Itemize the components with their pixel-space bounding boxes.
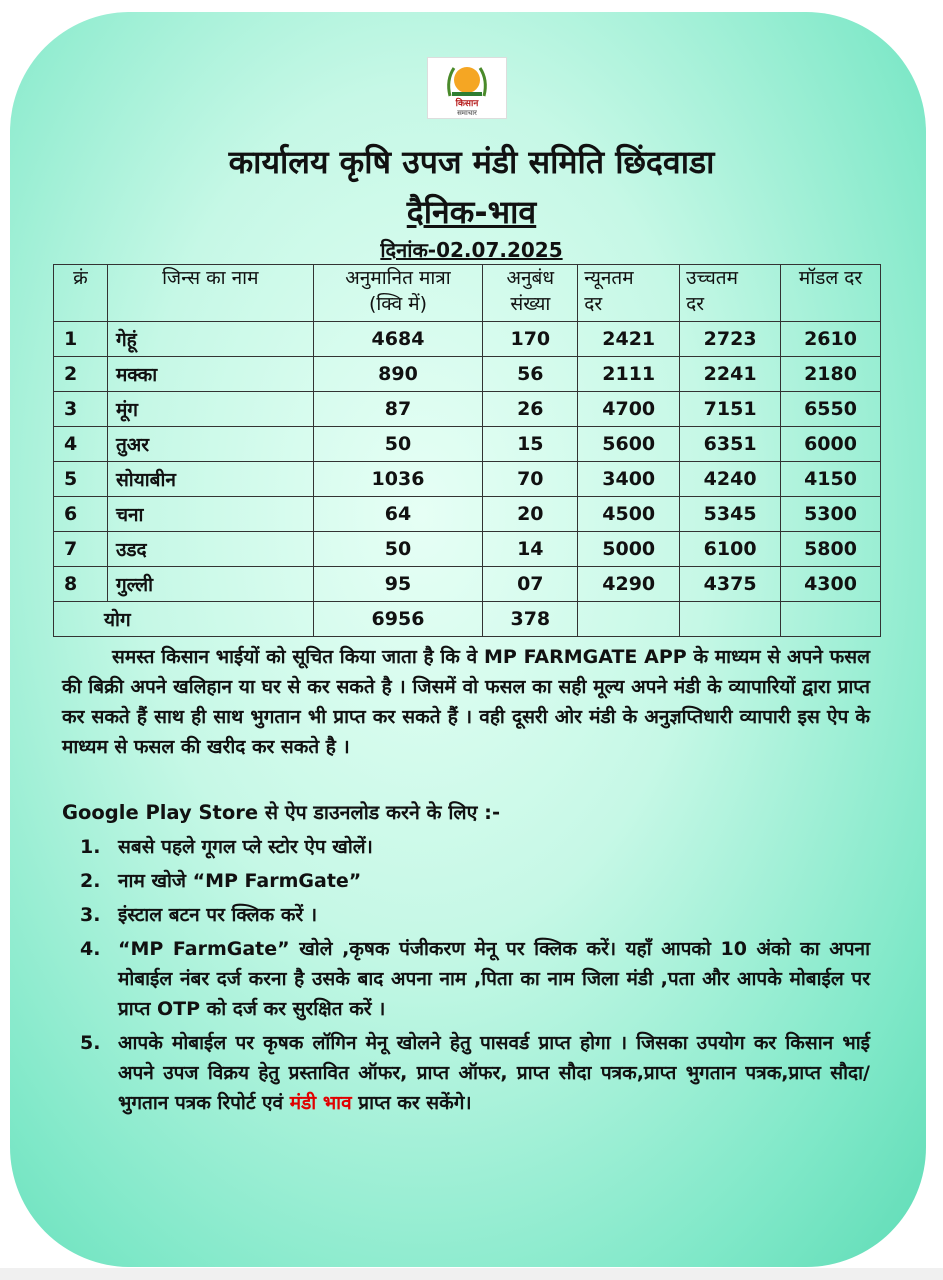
table-cell: 4300 — [781, 567, 881, 602]
table-cell: 4240 — [680, 462, 781, 497]
table-cell: 4150 — [781, 462, 881, 497]
table-cell: योग — [54, 602, 314, 637]
mandi-bhav-highlight: मंडी भाव — [289, 1092, 352, 1114]
header-min-rate: न्यूनतम दर — [578, 265, 680, 322]
table-total-row — [54, 602, 881, 637]
kisan-samachar-logo — [427, 57, 507, 119]
table-cell: 6956 — [313, 602, 483, 637]
list-item: 5. आपके मोबाईल पर कृषक लॉगिन मेनू खोलने हेतु पासवर्ड प्राप्त होगा । जिसका उपयोग कर किसान भाई अपने उपज विक्रय हेतु प्रस्तावित ऑफर, प्राप्त ऑफर, प्राप्त सौदा पत्रक,प्राप्त भुगतान पत्रक,प्राप्त सौदा/भुगतान पत्रक रिपोर्ट एवं मंडी भाव प्राप्त कर सकेंगे। — [80, 1032, 870, 1114]
table-row — [54, 567, 881, 602]
table-cell: 1 — [54, 322, 108, 357]
table-cell: मक्का — [107, 357, 313, 392]
table-cell: 07 — [483, 567, 578, 602]
list-item: 2. नाम खोजे “MP FarmGate” — [80, 870, 362, 892]
header-modal-rate: मॉडल दर — [781, 265, 881, 322]
bottom-strip — [0, 1268, 943, 1280]
table-cell: 4500 — [578, 497, 680, 532]
install-steps — [80, 832, 870, 1122]
table-cell: 3400 — [578, 462, 680, 497]
date-label: दिनांक-02.07.2025 — [380, 238, 563, 262]
table-cell: 2 — [54, 357, 108, 392]
table-cell: 8 — [54, 567, 108, 602]
farmgate-notice: समस्त किसान भाईयों को सूचित किया जाता है कि वे MP FARMGATE APP के माध्यम से अपने फसल की बिक्री अपने खलिहान या घर से कर सकते है । जिसमें वो फसल का सही मूल्य अपने मंडी के व्यापारियों द्वारा प्राप्त कर सकते हैं साथ ही साथ भुगतान भी प्राप्त कर सकते हैं । वही दूसरी ओर मंडी के अनुज्ञप्तिधारी व्यापारी इस ऐप के माध्यम से फसल की खरीद कर सकते है । — [62, 646, 870, 758]
table-cell: 6550 — [781, 392, 881, 427]
table-cell: 50 — [313, 427, 483, 462]
table-cell: 5800 — [781, 532, 881, 567]
table-cell: 70 — [483, 462, 578, 497]
table-cell: 4 — [54, 427, 108, 462]
table-cell — [781, 602, 881, 637]
table-cell: 26 — [483, 392, 578, 427]
table-cell: 2241 — [680, 357, 781, 392]
table-row — [54, 497, 881, 532]
logo-text-top: किसान — [455, 99, 479, 109]
table-cell: 5345 — [680, 497, 781, 532]
table-cell — [578, 602, 680, 637]
table-cell: 6000 — [781, 427, 881, 462]
table-cell: 14 — [483, 532, 578, 567]
table-cell: 4375 — [680, 567, 781, 602]
table-cell: 890 — [313, 357, 483, 392]
logo-text-bottom: समाचार — [457, 109, 477, 117]
google-play-heading: Google Play Store से ऐप डाउनलोड करने के लिए :- — [62, 801, 501, 824]
header-max-rate: उच्चतम दर — [680, 265, 781, 322]
header-contracts: अनुबंध संख्या — [483, 265, 578, 322]
table-cell: 2421 — [578, 322, 680, 357]
table-cell: 7151 — [680, 392, 781, 427]
table-cell: 20 — [483, 497, 578, 532]
table-cell: चना — [107, 497, 313, 532]
table-cell: 50 — [313, 532, 483, 567]
table-cell: मूंग — [107, 392, 313, 427]
table-row — [54, 532, 881, 567]
list-item: 3. इंस्टाल बटन पर क्लिक करें । — [80, 904, 318, 926]
table-cell: तुअर — [107, 427, 313, 462]
table-cell: 15 — [483, 427, 578, 462]
table-row — [54, 322, 881, 357]
table-cell: 378 — [483, 602, 578, 637]
table-row — [54, 392, 881, 427]
table-cell: 4684 — [313, 322, 483, 357]
mandi-rates-table — [53, 264, 881, 637]
table-cell: 2111 — [578, 357, 680, 392]
office-title: कार्यालय कृषि उपज मंडी समिति छिंदवाडा — [228, 143, 715, 181]
table-cell: 7 — [54, 532, 108, 567]
list-item: 4. “MP FarmGate” खोले ,कृषक पंजीकरण मेनू पर क्लिक करें। यहाँ आपको 10 अंको का अपना मोबाईल नंबर दर्ज करना है उसके बाद अपना नाम ,पिता का नाम जिला मंडी ,पता और आपके मोबाईल पर प्राप्त OTP को दर्ज कर सुरक्षित करें । — [80, 938, 870, 1020]
table-cell: 170 — [483, 322, 578, 357]
table-cell: 87 — [313, 392, 483, 427]
table-cell: 6 — [54, 497, 108, 532]
table-cell: 5600 — [578, 427, 680, 462]
table-cell: गुल्ली — [107, 567, 313, 602]
table-cell: उडद — [107, 532, 313, 567]
header-quantity: अनुमानित मात्रा (क्वि में) — [313, 265, 483, 322]
table-cell: 56 — [483, 357, 578, 392]
table-cell: 4700 — [578, 392, 680, 427]
table-cell: 64 — [313, 497, 483, 532]
table-cell: 5 — [54, 462, 108, 497]
table-cell: सोयाबीन — [107, 462, 313, 497]
header-commodity: जिन्स का नाम — [107, 265, 313, 322]
page-subtitle: दैनिक-भाव — [406, 193, 537, 231]
table-row — [54, 462, 881, 497]
table-cell: 3 — [54, 392, 108, 427]
table-row — [54, 357, 881, 392]
table-cell: 4290 — [578, 567, 680, 602]
table-cell: 6351 — [680, 427, 781, 462]
table-cell: 2723 — [680, 322, 781, 357]
table-cell: 6100 — [680, 532, 781, 567]
table-cell: 1036 — [313, 462, 483, 497]
table-cell: 2610 — [781, 322, 881, 357]
table-cell: 95 — [313, 567, 483, 602]
table-cell: 2180 — [781, 357, 881, 392]
table-cell — [680, 602, 781, 637]
list-item: 1. सबसे पहले गूगल प्ले स्टोर ऐप खोलें। — [80, 836, 373, 858]
table-cell: 5000 — [578, 532, 680, 567]
table-cell: गेहूं — [107, 322, 313, 357]
header-sno: क्रं — [54, 265, 108, 322]
table-cell: 5300 — [781, 497, 881, 532]
table-row — [54, 427, 881, 462]
table-header-row — [54, 265, 881, 322]
